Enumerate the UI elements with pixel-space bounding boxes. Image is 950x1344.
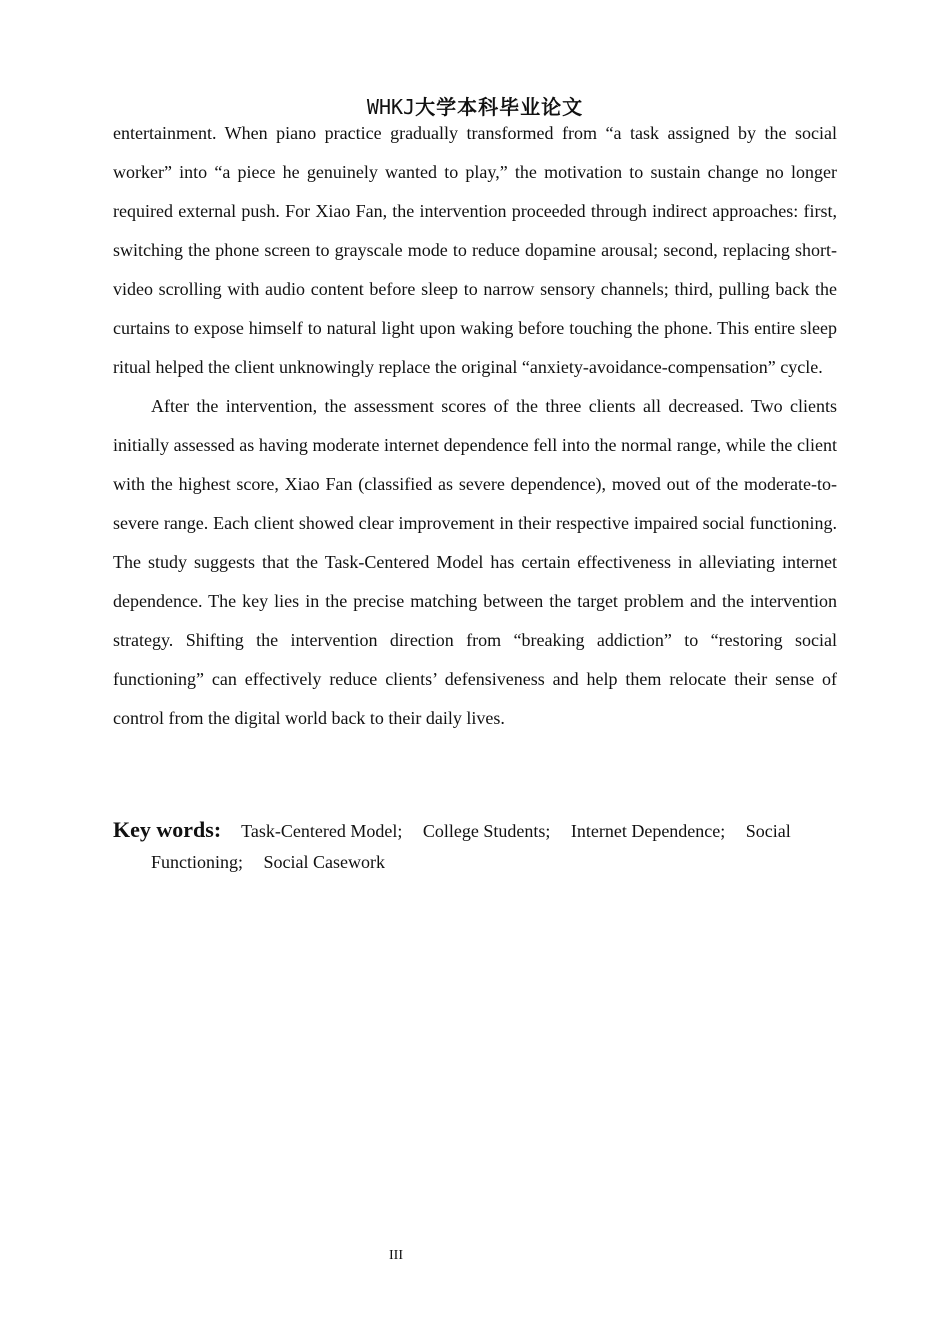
paragraph-continued: entertainment. When piano practice gradually transformed from “a task assigned by the social worker” into “a piece he genuinely wanted to play,” the motivation to sustain change no longer required external push. For Xiao Fan, the intervention proceeded through indirect approaches: first, switching the phone screen to grayscale mode to reduce dopamine arousal; second, replacing short-video scrolling with audio content before sleep to narrow sensory channels; third, pulling back the curtains to expose himself to natural light upon waking before touching the phone. This entire sleep ritual helped the client unknowingly replace the original “anxiety-avoidance-compensation” cycle. (113, 123, 837, 377)
keyword: Social Functioning; (151, 821, 791, 872)
keyword: Task-Centered Model; (241, 821, 403, 841)
keyword: Internet Dependence; (570, 821, 726, 841)
keyword: College Students; (422, 821, 551, 841)
keyword: Social Casework (263, 852, 385, 872)
page-number: III (389, 1248, 403, 1263)
abstract-body (113, 114, 837, 738)
header-latin: WHKJ (366, 95, 416, 119)
header-cjk: 大学本科毕业论文 (415, 95, 584, 119)
paragraph: After the intervention, the assessment scores of the three clients all decreased. Two clients initially assessed as having moderate internet dependence fell into the normal range, while the client with the highest score, Xiao Fan (classified as severe dependence), moved out of the moderate-to-severe range. Each client showed clear improvement in their respective impaired social functioning. The study suggests that the Task-Centered Model has certain effectiveness in alleviating internet dependence. The key lies in the precise matching between the target problem and the intervention strategy. Shifting the intervention direction from “breaking addiction” to “restoring social functioning” can effectively reduce clients’ defensiveness and help them relocate their sense of control from the digital world back to their daily lives. (113, 396, 837, 728)
keywords-label: Key words: (113, 817, 222, 842)
keywords-section (113, 814, 833, 878)
